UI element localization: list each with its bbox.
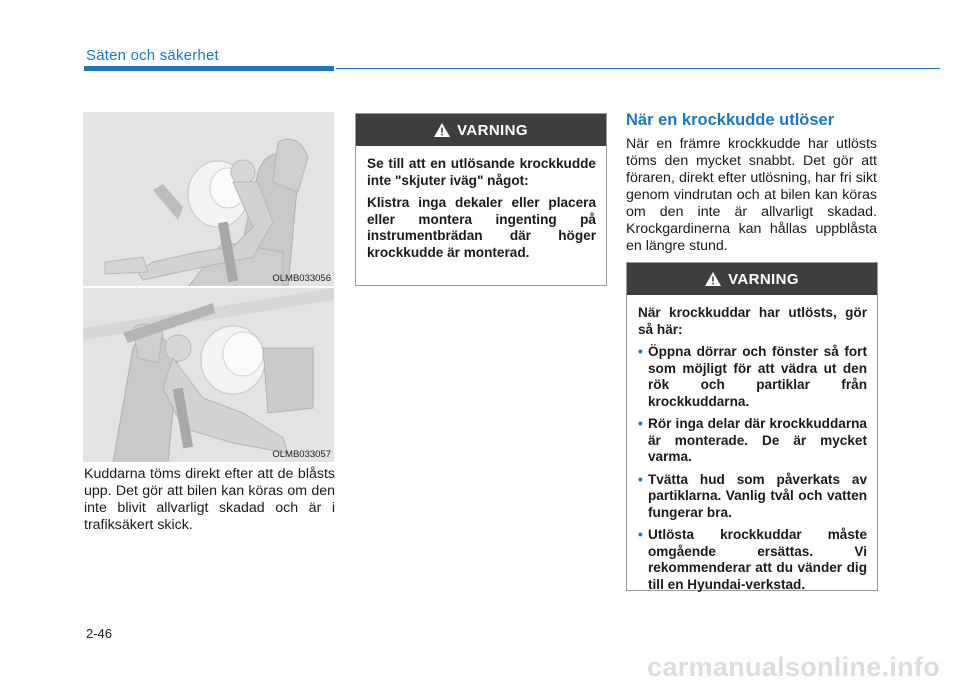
passenger-airbag-figure bbox=[83, 288, 334, 462]
warning-title-2: VARNING bbox=[728, 270, 799, 288]
passenger-airbag-illustration-icon bbox=[83, 288, 334, 462]
warning-triangle-icon bbox=[705, 272, 721, 286]
list-item: • Rör inga delar där krockkuddarna är monterade. De är mycket varma. bbox=[638, 416, 867, 466]
warning-triangle-icon bbox=[434, 123, 450, 137]
warning2-list bbox=[638, 344, 867, 593]
section-header-rule bbox=[336, 68, 940, 69]
section-heading-airbag-deploys: När en krockkudde utlöser bbox=[626, 111, 835, 129]
warning-body-1 bbox=[356, 146, 606, 275]
warning1-paragraph-2: Klistra inga dekaler eller placera eller montera ingenting på instrumentbrädan där höger krockkudde är monterad. bbox=[367, 195, 596, 260]
figure-code-driver: OLMB033056 bbox=[272, 273, 331, 284]
warning-box-1 bbox=[355, 113, 607, 286]
driver-airbag-figure bbox=[83, 112, 334, 286]
warning-header-1 bbox=[356, 114, 606, 146]
airbag-deploys-paragraph: När en främre krockkudde har utlösts töms den mycket snabbt. Det gör att föraren, direkt efter utlösning, har fri sikt genom vindrutan och at bilen kan köras om den inte är allvarligt skadad. Krockgardinerna kan hållas uppblåsta en längre stund. bbox=[626, 136, 877, 254]
list-item: • Utlösta krockkuddar måste omgående ersättas. Vi rekommenderar att du vänder dig till en Hyundai-verkstad. bbox=[638, 527, 867, 593]
airbag-deflation-paragraph: Kuddarna töms direkt efter att de blåsts upp. Det gör att bilen kan köras om den inte blivit allvarligt skadad och är i trafiksäkert skick. bbox=[84, 466, 335, 533]
page-number: 2-46 bbox=[86, 626, 113, 641]
warning-header-2 bbox=[627, 263, 877, 295]
section-header-bar bbox=[84, 66, 334, 71]
list-item: • Öppna dörrar och fönster så fort som möjligt för att vädra ut den rök och partiklar från krockkuddarna. bbox=[638, 344, 867, 410]
warning-title-1: VARNING bbox=[457, 121, 528, 139]
watermark-text: carmanualsonline.info bbox=[647, 652, 940, 682]
driver-airbag-illustration-icon bbox=[83, 112, 334, 286]
warning-body-2 bbox=[627, 295, 877, 607]
section-header-title: Säten och säkerhet bbox=[86, 47, 219, 64]
warning2-intro: När krockkuddar har utlösts, gör så här: bbox=[638, 305, 867, 337]
figure-code-passenger: OLMB033057 bbox=[272, 449, 331, 460]
warning-box-2 bbox=[626, 262, 878, 591]
list-item: • Tvätta hud som påverkats av partiklarna. Vanlig tvål och vatten fungerar bra. bbox=[638, 472, 867, 522]
warning1-paragraph-1: Se till att en utlösande krockkudde inte "skjuter iväg" något: bbox=[367, 156, 596, 188]
